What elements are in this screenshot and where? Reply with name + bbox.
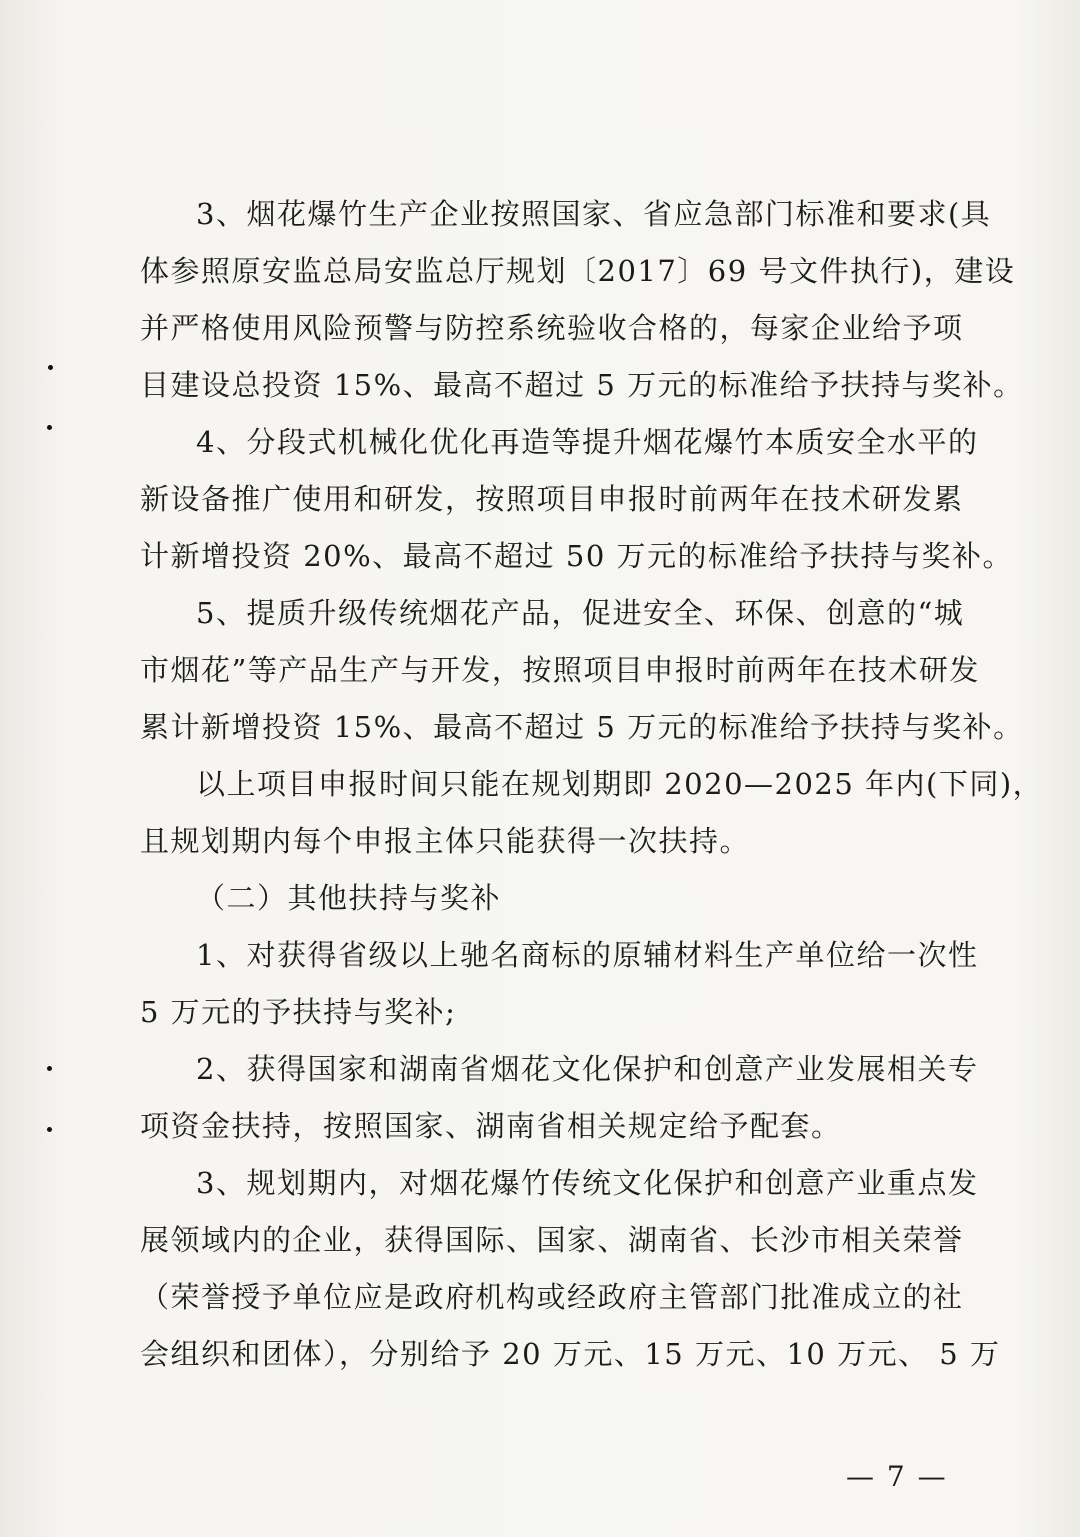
item-3-line-3: （荣誉授予单位应是政府机构或经政府主管部门批准成立的社 (140, 1280, 964, 1314)
item-2-line-2: 项资金扶持，按照国家、湖南省相关规定给予配套。 (140, 1109, 842, 1143)
item-2-line-1: 2、获得国家和湖南省烟花文化保护和创意产业发展相关专 (196, 1052, 979, 1086)
item-3-line-2: 展领域内的企业，获得国际、国家、湖南省、长沙市相关荣誉 (140, 1223, 964, 1257)
binding-hole-mark (47, 425, 52, 430)
paragraph-5-line-3: 累计新增投资 15%、最高不超过 5 万元的标准给予扶持与奖补。 (140, 710, 1024, 744)
item-3-line-4: 会组织和团体），分别给予 20 万元、15 万元、10 万元、 5 万 (140, 1337, 1001, 1371)
paragraph-5-line-1: 5、提质升级传统烟花产品，促进安全、环保、创意的“城 (196, 596, 965, 630)
item-1-line-1: 1、对获得省级以上驰名商标的原辅材料生产单位给一次性 (196, 938, 979, 972)
paragraph-3-line-2: 体参照原安监总局安监总厅规划〔2017〕69 号文件执行)，建设 (140, 254, 1016, 288)
paragraph-4-line-3: 计新增投资 20%、最高不超过 50 万元的标准给予扶持与奖补。 (140, 539, 1014, 573)
binding-hole-mark (47, 1066, 52, 1071)
binding-hole-mark (48, 365, 53, 370)
paragraph-4-line-2: 新设备推广使用和研发，按照项目申报时前两年在技术研发累 (140, 482, 964, 516)
note-line-2: 且规划期内每个申报主体只能获得一次扶持。 (140, 824, 751, 858)
paragraph-3-line-3: 并严格使用风险预警与防控系统验收合格的，每家企业给予项 (140, 311, 964, 345)
section-heading: （二）其他扶持与奖补 (196, 881, 502, 915)
item-1-line-2: 5 万元的予扶持与奖补; (140, 995, 457, 1029)
binding-hole-mark (47, 1127, 52, 1132)
paragraph-3-line-4: 目建设总投资 15%、最高不超过 5 万元的标准给予扶持与奖补。 (140, 368, 1024, 402)
paragraph-4-line-1: 4、分段式机械化优化再造等提升烟花爆竹本质安全水平的 (196, 425, 979, 459)
page-number: — 7 — (846, 1460, 948, 1493)
paragraph-5-line-2: 市烟花”等产品生产与开发，按照项目申报时前两年在技术研发 (140, 653, 980, 687)
note-line-1: 以上项目申报时间只能在规划期即 2020—2025 年内(下同)， (196, 767, 1044, 801)
item-3-line-1: 3、规划期内，对烟花爆竹传统文化保护和创意产业重点发 (196, 1166, 979, 1200)
paragraph-3-line-1: 3、烟花爆竹生产企业按照国家、省应急部门标准和要求(具 (196, 197, 992, 231)
